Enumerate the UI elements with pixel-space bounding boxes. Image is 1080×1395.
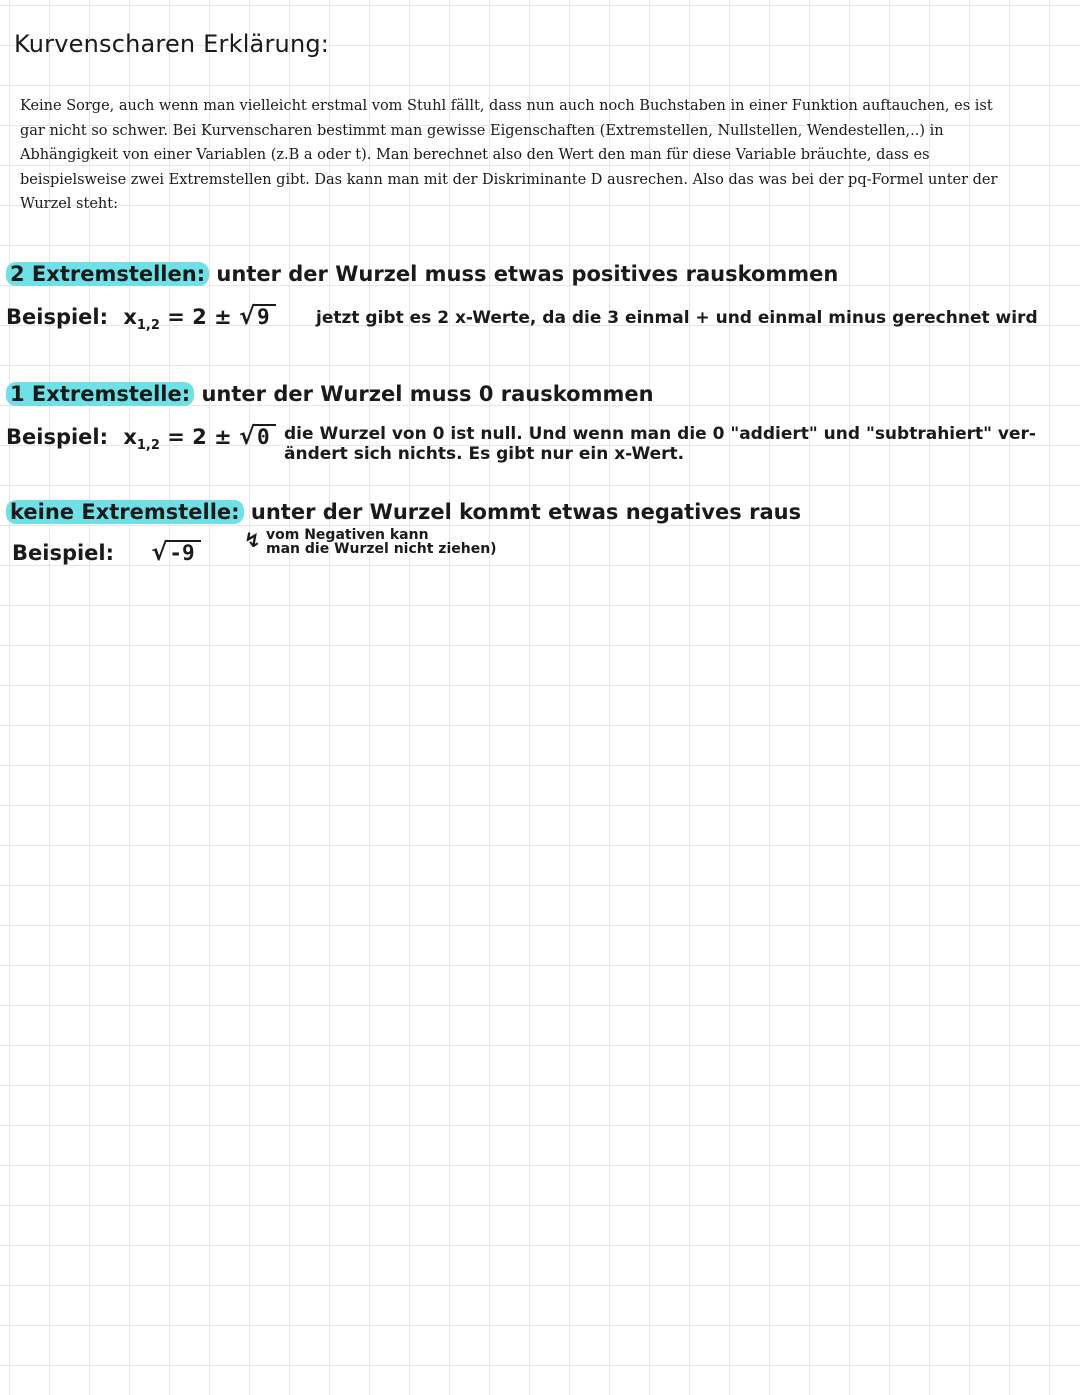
formula-radicand: 9 xyxy=(253,304,276,328)
formula-mid: = 2 ± xyxy=(167,425,232,449)
highlight-label: 1 Extremstelle: xyxy=(6,382,194,406)
section-text: unter der Wurzel muss etwas positives rauskommen xyxy=(216,262,839,286)
section-one-extremum-example xyxy=(6,422,276,453)
section-no-extremum-example xyxy=(12,538,201,566)
example-label: Beispiel: xyxy=(12,541,115,565)
section-no-extremum-note xyxy=(266,528,497,556)
formula-subscript: 1,2 xyxy=(136,438,160,454)
section-two-extrema-heading xyxy=(6,262,838,286)
section-text: unter der Wurzel muss 0 rauskommen xyxy=(201,382,654,406)
highlight-label: keine Extremstelle: xyxy=(6,500,244,524)
highlight-label: 2 Extremstellen: xyxy=(6,262,209,286)
section-one-extremum-note xyxy=(284,424,1036,464)
section-two-extrema-note: jetzt gibt es 2 x-Werte, da die 3 einmal + und einmal minus gerechnet wird xyxy=(316,308,1038,328)
sqrt-icon: √ xyxy=(238,422,255,450)
formula-mid: = 2 ± xyxy=(167,305,232,329)
formula-x: x xyxy=(123,425,137,449)
intro-paragraph: Keine Sorge, auch wenn man vielleicht erstmal vom Stuhl fällt, dass nun auch noch Buchstaben in einer Funktion auftauchen, es ist gar nicht so schwer. Bei Kurvenscharen bestimmt man gewisse Eigenschaften (Extremstellen, Nullstellen, Wendestellen,..) in Abhängigkeit von einer Variablen (z.B a oder t). Man berechnet also den Wert den man für diese Variable bräuchte, dass es beispielsweise zwei Extremstellen gibt. Das kann man mit der Diskriminante D ausrechen. Also das was bei der pq-Formel unter der Wurzel steht: xyxy=(20,98,998,212)
sqrt-icon: √ xyxy=(151,538,168,566)
note-line: man die Wurzel nicht ziehen) xyxy=(266,541,497,557)
formula-radicand: 0 xyxy=(253,424,276,448)
page-title: Kurvenscharen Erklärung: xyxy=(14,30,330,58)
section-one-extremum-heading xyxy=(6,382,654,406)
example-label: Beispiel: xyxy=(6,425,109,449)
note-line: ändert sich nichts. Es gibt nur ein x-Wert. xyxy=(284,444,685,464)
formula-x: x xyxy=(123,305,137,329)
formula-subscript: 1,2 xyxy=(136,318,160,334)
sqrt-icon: √ xyxy=(238,302,255,330)
example-label: Beispiel: xyxy=(6,305,109,329)
formula-radicand: -9 xyxy=(165,540,200,564)
lightning-icon: ↯ xyxy=(244,528,261,552)
note-line: vom Negativen kann xyxy=(266,527,429,543)
section-no-extremum-heading xyxy=(6,500,801,524)
note-line: die Wurzel von 0 ist null. Und wenn man die 0 "addiert" und "subtrahiert" ver- xyxy=(284,424,1036,444)
section-two-extrema-example xyxy=(6,302,276,333)
section-text: unter der Wurzel kommt etwas negatives raus xyxy=(250,500,802,524)
